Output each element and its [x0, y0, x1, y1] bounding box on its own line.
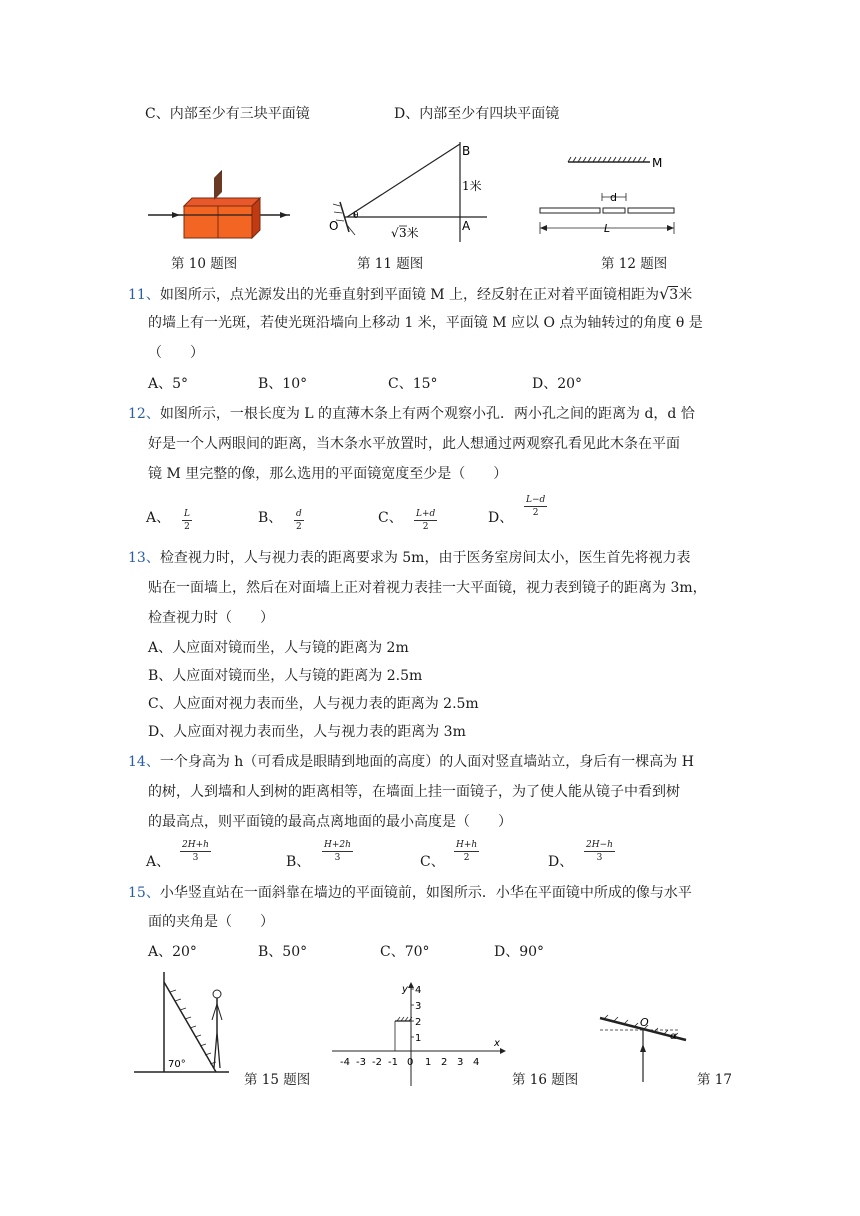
- q14-number: 14、: [128, 754, 160, 770]
- q12-line2: 好是一个人两眼间的距离，当木条水平放置时，此人想通过两观察孔看见此木条在平面: [148, 436, 680, 452]
- fraction-denominator: 3: [192, 853, 199, 863]
- fraction-denominator: 2: [422, 522, 429, 532]
- q11-sqrt-sign: √: [659, 284, 670, 303]
- q12-option-b-label: B、: [258, 510, 283, 526]
- q14-option-d-fraction: [584, 840, 615, 863]
- q14-option-a-label: A、: [146, 854, 171, 870]
- figure-10: [148, 168, 293, 240]
- q11-option-d: D、20°: [532, 376, 583, 392]
- q15-option-c: C、70°: [380, 944, 430, 960]
- fig16-x-label: x: [494, 1038, 500, 1049]
- q12-option-a-fraction: [182, 509, 192, 532]
- q14-option-d-label: D、: [548, 854, 574, 870]
- q11-line1a: 如图所示，点光源发出的光垂直射到平面镜 M 上，经反射在正对着平面镜相距为: [159, 287, 660, 303]
- q11-number: 11、: [128, 287, 160, 303]
- fig16-x-tick: -4: [340, 1057, 350, 1068]
- fig16-x-tick: 3: [457, 1057, 464, 1068]
- fig12-m-label: M: [652, 156, 663, 170]
- fig17-alpha-label: α: [670, 1031, 677, 1042]
- fig16-y-tick: 2: [415, 1017, 422, 1028]
- q14-option-b-label: B、: [286, 854, 311, 870]
- q12-option-d-label: D、: [488, 510, 514, 526]
- figure-11-caption: 第 11 题图: [357, 256, 424, 272]
- q11-line1b: 米: [678, 287, 693, 303]
- fraction-numerator: 2H−h: [586, 840, 613, 850]
- figure-17-caption: 第 17: [697, 1072, 732, 1088]
- figure-16: [330, 982, 505, 1086]
- fig16-y-tick: 3: [415, 1001, 422, 1012]
- fraction-denominator: 2: [463, 853, 470, 863]
- fraction-denominator: 3: [334, 853, 341, 863]
- fig16-x-tick: 1: [425, 1057, 432, 1068]
- fig11-sqrt3m-label: 3米: [399, 226, 419, 240]
- fig11-b-label: B: [462, 144, 471, 158]
- q11-option-c: C、15°: [388, 376, 438, 392]
- q13-line2: 贴在一面墙上，然后在对面墙上正对着视力表挂一大平面镜，视力表到镜子的距离为 3m，: [148, 580, 707, 596]
- q12-option-a-label: A、: [146, 510, 171, 526]
- q13-option-b: B、人应面对镜而坐，人与镜的距离为 2.5m: [148, 668, 423, 684]
- q15-line2: 面的夹角是（ ）: [148, 914, 274, 930]
- q15-number: 15、: [128, 885, 160, 901]
- figure-12-caption: 第 12 题图: [601, 256, 668, 272]
- fig16-x-tick: 4: [473, 1057, 480, 1068]
- fraction-denominator: 3: [596, 853, 603, 863]
- fig11-o-label: O: [329, 219, 339, 233]
- fig16-x-tick: -3: [356, 1057, 366, 1068]
- q14-option-c-fraction: [454, 840, 479, 863]
- fig11-a-label: A: [462, 219, 471, 233]
- q13-number: 13、: [128, 550, 160, 566]
- fig12-d-label: d: [610, 191, 617, 204]
- q11-option-b: B、10°: [258, 376, 308, 392]
- fig11-sqrt-sign: √: [391, 226, 399, 240]
- figure-11: [325, 140, 490, 245]
- q11-line3: （ ）: [148, 345, 204, 361]
- fig16-x-tick: 0: [407, 1057, 414, 1068]
- q12-number: 12、: [128, 406, 160, 422]
- q12-line1-text: 如图所示，一根长度为 L 的直薄木条上有两个观察小孔．两小孔之间的距离为 d，d 恰: [159, 406, 695, 422]
- fig17-o-label: O: [640, 1016, 649, 1029]
- q14-line3: 的最高点，则平面镜的最高点离地面的最小高度是（ ）: [148, 814, 512, 830]
- fig11-theta-label: θ: [353, 211, 359, 221]
- q13-line1: [128, 548, 690, 568]
- q14-line2: 的树，人到墙和人到树的距离相等，在墙面上挂一面镜子，为了使人能从镜子中看到树: [148, 784, 680, 800]
- option-d: D、内部至少有四块平面镜: [394, 106, 560, 122]
- q15-option-a: A、20°: [148, 944, 197, 960]
- figure-12: [538, 150, 688, 240]
- q14-option-c-label: C、: [420, 854, 445, 870]
- figure-15: [134, 970, 234, 1080]
- q15-line1: [128, 883, 692, 903]
- q13-option-a: A、人应面对镜而坐，人与镜的距离为 2m: [148, 640, 409, 656]
- figure-10-caption: 第 10 题图: [171, 256, 238, 272]
- option-c: C、内部至少有三块平面镜: [145, 106, 310, 122]
- fig11-1m-label: 1米: [462, 179, 482, 193]
- q14-line1: [128, 752, 694, 772]
- q11-line1: [128, 284, 692, 305]
- fraction-numerator: L+d: [416, 509, 436, 519]
- fraction-numerator: H+h: [456, 840, 478, 850]
- q15-option-b: B、50°: [258, 944, 308, 960]
- figure-17: [590, 1016, 690, 1082]
- fraction-denominator: 2: [296, 522, 302, 532]
- q14-line1-text: 一个身高为 h（可看成是眼睛到地面的高度）的人面对竖直墙站立，身后有一棵高为 H: [159, 754, 694, 770]
- q12-option-d-fraction: [524, 495, 547, 518]
- fraction-numerator: H+2h: [324, 840, 351, 850]
- q13-line1-text: 检查视力时，人与视力表的距离要求为 5m，由于医务室房间太小，医生首先将视力表: [159, 550, 691, 566]
- figure-15-caption: 第 15 题图: [244, 1072, 311, 1088]
- q12-line3: 镜 M 里完整的像，那么选用的平面镜宽度至少是（ ）: [148, 466, 508, 482]
- fraction-numerator: 2H+h: [182, 840, 209, 850]
- q11-option-a: A、5°: [148, 376, 189, 392]
- q11-line2: 的墙上有一光斑，若使光斑沿墙向上移动 1 米，平面镜 M 应以 O 点为轴转过的角度 θ 是: [148, 315, 703, 331]
- fig16-y-tick: 1: [415, 1033, 422, 1044]
- q14-option-a-fraction: [180, 840, 211, 863]
- q12-option-b-fraction: [294, 509, 304, 532]
- q14-option-b-fraction: [322, 840, 353, 863]
- q12-option-c-fraction: [414, 509, 437, 532]
- fraction-denominator: 2: [184, 522, 190, 532]
- q13-line3: 检查视力时（ ）: [148, 610, 274, 626]
- fig16-x-tick: -2: [372, 1057, 382, 1068]
- fig15-angle-label: 70°: [168, 1059, 186, 1070]
- fig16-y-label: y: [402, 984, 408, 995]
- figure-16-caption: 第 16 题图: [512, 1072, 579, 1088]
- q15-option-d: D、90°: [494, 944, 545, 960]
- fraction-numerator: L−d: [526, 495, 546, 505]
- fraction-denominator: 2: [532, 508, 539, 518]
- fraction-numerator: L: [184, 509, 190, 519]
- fig12-l-label: L: [604, 222, 611, 235]
- q13-option-d: D、人应面对视力表而坐，人与视力表的距离为 3m: [148, 724, 466, 740]
- q15-line1-text: 小华竖直站在一面斜靠在墙边的平面镜前，如图所示．小华在平面镜中所成的像与水平: [159, 885, 692, 901]
- fig16-x-tick: 2: [441, 1057, 448, 1068]
- fraction-numerator: d: [296, 509, 302, 519]
- fig16-y-tick: 4: [415, 985, 422, 996]
- q12-line1: [128, 404, 695, 424]
- q12-option-c-label: C、: [378, 510, 403, 526]
- fig16-x-tick: -1: [388, 1057, 398, 1068]
- q13-option-c: C、人应面对视力表而坐，人与视力表的距离为 2.5m: [148, 696, 479, 712]
- q11-sqrt-val: 3: [669, 287, 679, 303]
